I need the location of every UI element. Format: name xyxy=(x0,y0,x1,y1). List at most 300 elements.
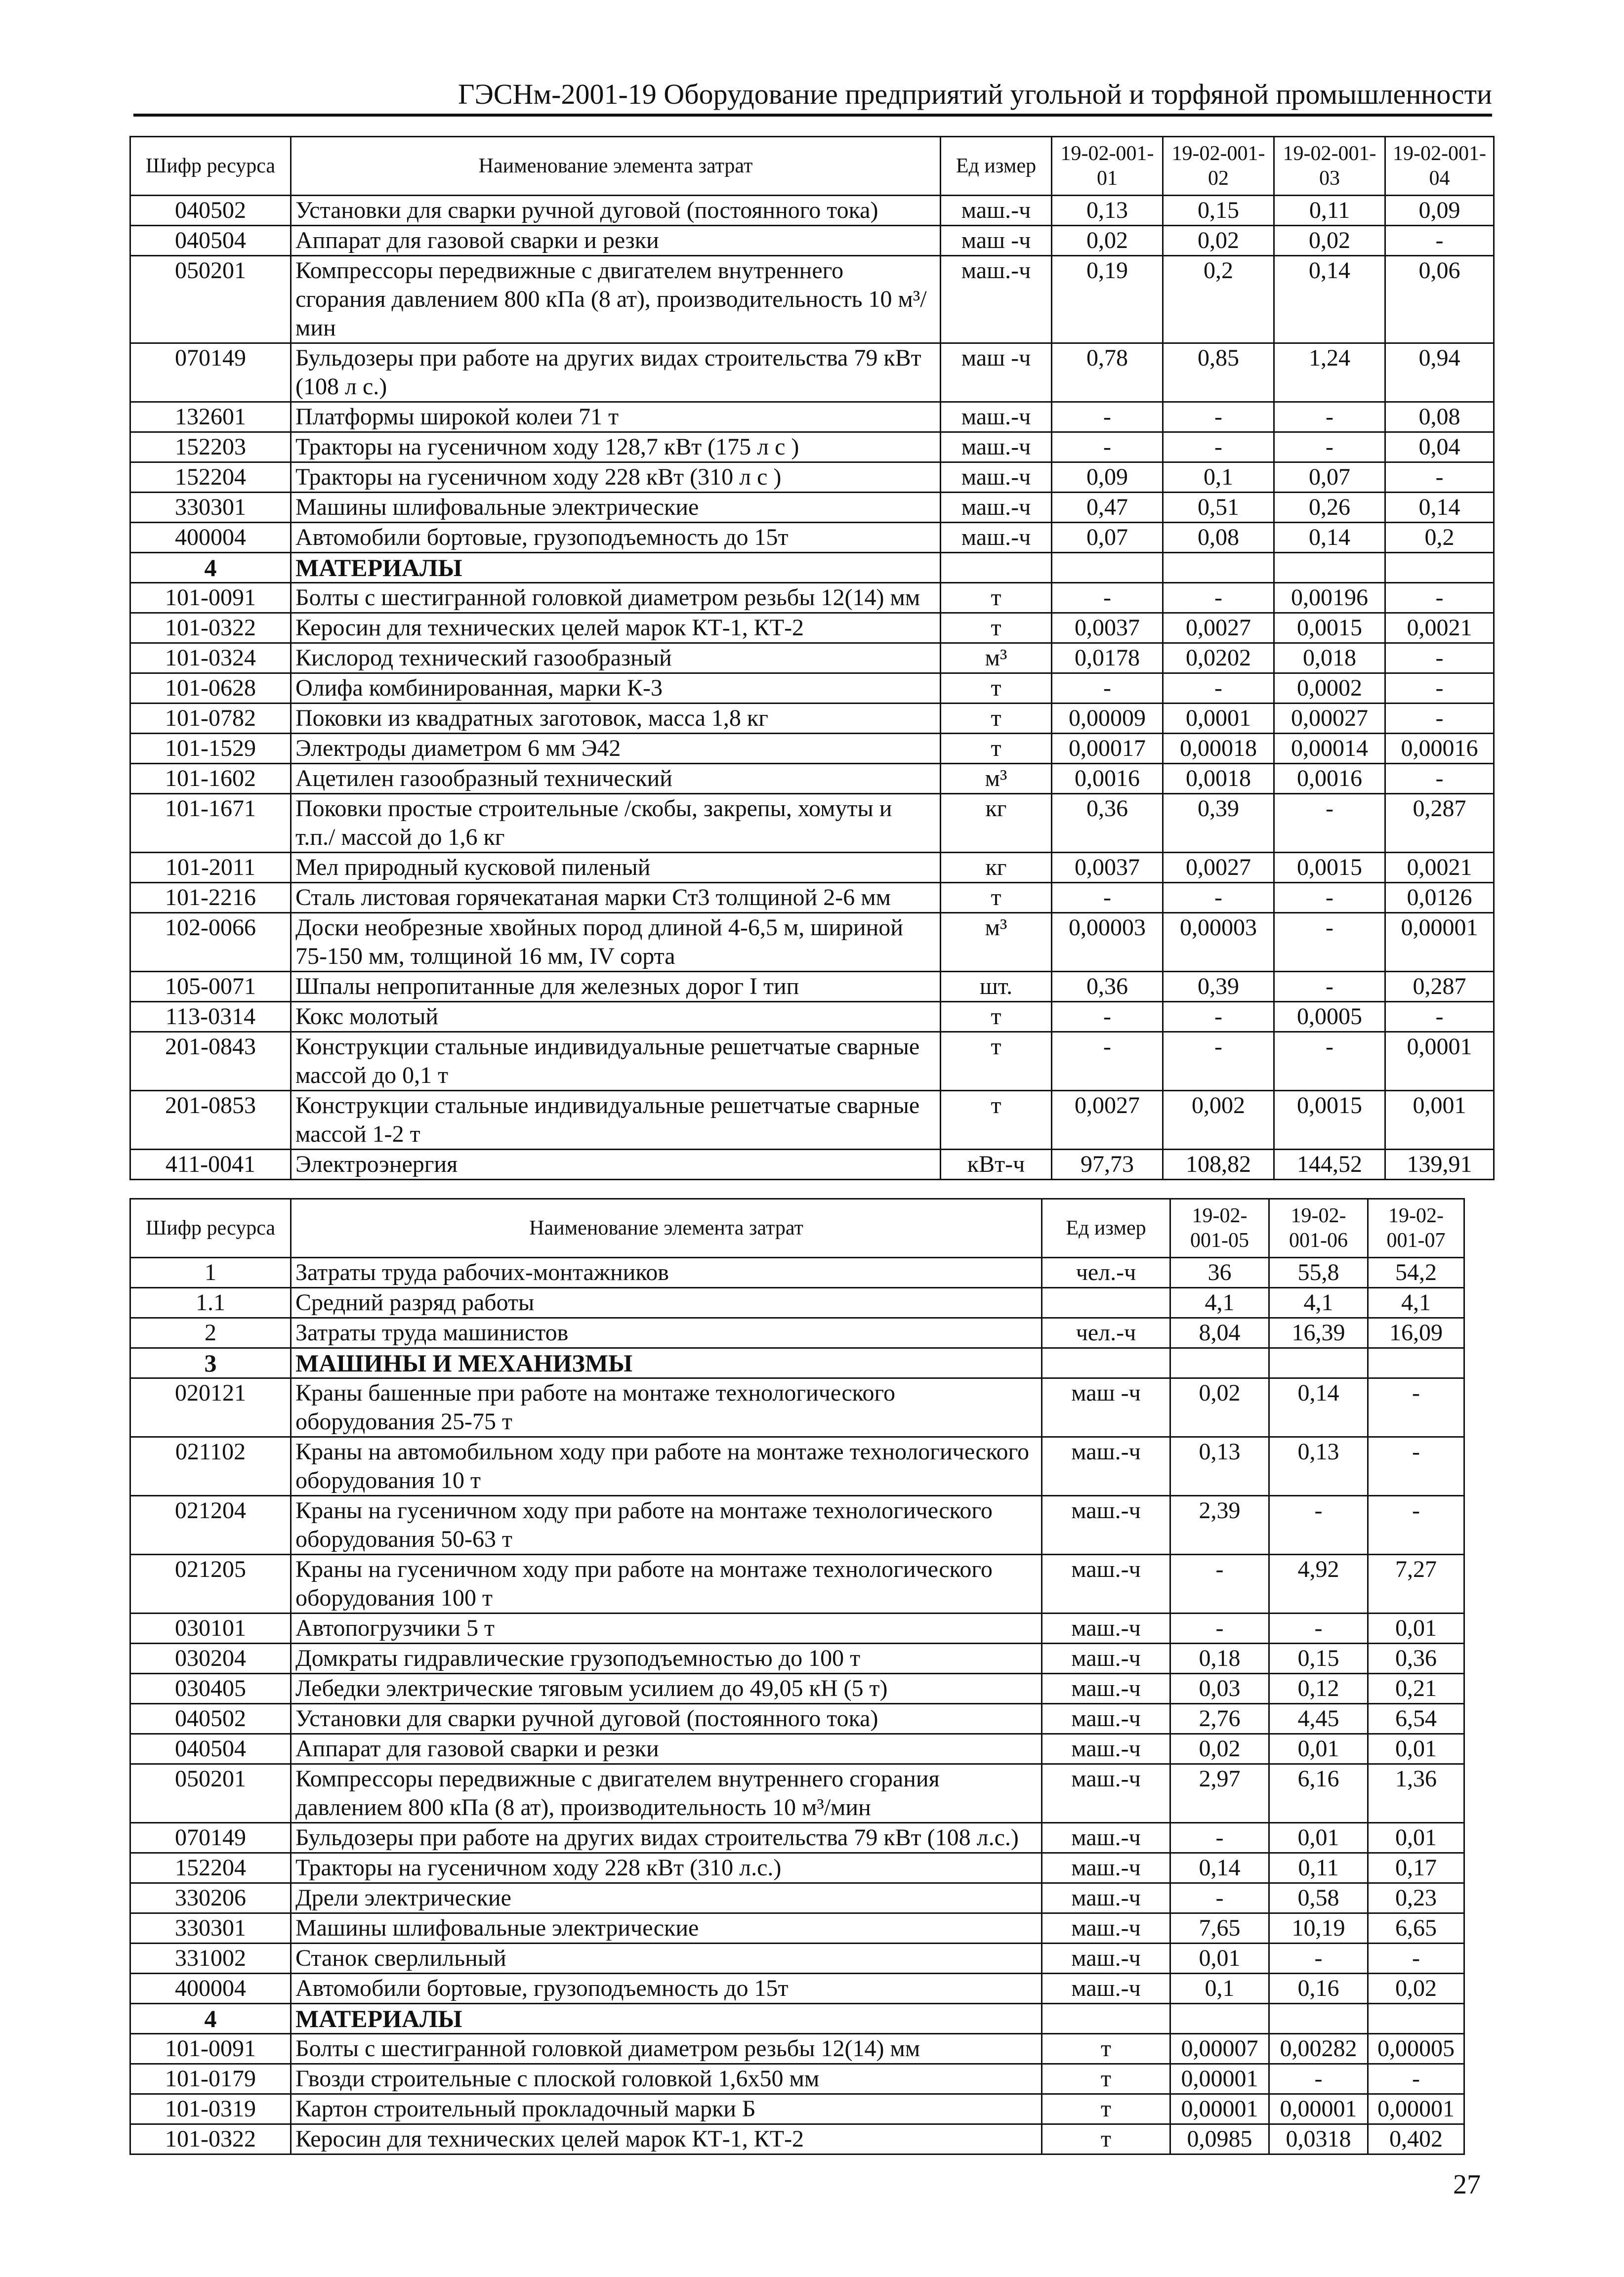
unit-cell: маш.-ч xyxy=(1042,1883,1170,1913)
unit-cell: т xyxy=(941,734,1052,764)
resource-name-cell: Поковки простые строительные /скобы, закрепы, хомуты и т.п./ массой до 1,6 кг xyxy=(291,794,941,853)
value-cell: 0,13 xyxy=(1052,196,1163,226)
resource-code-cell: 201-0853 xyxy=(130,1091,291,1150)
section-row xyxy=(130,1348,1464,1378)
unit-cell: маш.-ч xyxy=(941,196,1052,226)
value-cell: 7,65 xyxy=(1170,1913,1269,1944)
value-cell: 0,00016 xyxy=(1385,734,1494,764)
unit-cell: маш.-ч xyxy=(1042,1614,1170,1644)
table-row xyxy=(130,853,1494,883)
resource-name-cell: Кислород технический газообразный xyxy=(291,643,941,673)
value-cell: 0,0027 xyxy=(1163,853,1274,883)
resource-name-cell: Краны на гусеничном ходу при работе на монтаже технологического оборудования 100 т xyxy=(291,1555,1042,1614)
value-cell: 0,00018 xyxy=(1163,734,1274,764)
unit-cell: маш.-ч xyxy=(1042,1823,1170,1853)
value-cell: - xyxy=(1163,673,1274,704)
value-cell: - xyxy=(1052,1032,1163,1091)
value-cell: 0,07 xyxy=(1052,523,1163,553)
resource-code-cell: 400004 xyxy=(130,523,291,553)
value-cell: 0,78 xyxy=(1052,343,1163,402)
value-cell: 4,1 xyxy=(1269,1288,1368,1318)
resource-code-cell: 021102 xyxy=(130,1437,291,1496)
column-header: 19-02-001-05 xyxy=(1170,1199,1269,1258)
value-cell: 0,02 xyxy=(1368,1974,1464,2004)
resource-name-cell: Краны на гусеничном ходу при работе на монтаже технологического оборудования 50-63 т xyxy=(291,1496,1042,1555)
resource-name-cell: Тракторы на гусеничном ходу 228 кВт (310 л с ) xyxy=(291,462,941,493)
value-cell: 0,0005 xyxy=(1274,1002,1385,1032)
unit-cell: маш.-ч xyxy=(1042,1944,1170,1974)
table-row xyxy=(130,1974,1464,2004)
table-row xyxy=(130,583,1494,613)
value-cell: - xyxy=(1385,673,1494,704)
resource-code-cell: 101-1671 xyxy=(130,794,291,853)
page-header xyxy=(133,74,1492,117)
value-cell: 0,00027 xyxy=(1274,704,1385,734)
value-cell: 0,00282 xyxy=(1269,2034,1368,2064)
value-cell xyxy=(1368,1348,1464,1378)
resource-name-cell: Затраты труда машинистов xyxy=(291,1318,1042,1348)
resource-name-cell: Гвозди строительные с плоской головкой 1,6х50 мм xyxy=(291,2064,1042,2094)
resource-name-cell: МАТЕРИАЛЫ xyxy=(291,2004,1042,2034)
value-cell: - xyxy=(1052,432,1163,462)
table-row xyxy=(130,1853,1464,1883)
unit-cell: маш.-ч xyxy=(1042,1644,1170,1674)
value-cell: 0,94 xyxy=(1385,343,1494,402)
value-cell: - xyxy=(1269,2064,1368,2094)
resource-code-cell: 021204 xyxy=(130,1496,291,1555)
value-cell: 0,01 xyxy=(1170,1944,1269,1974)
value-cell: - xyxy=(1170,1883,1269,1913)
value-cell: - xyxy=(1274,432,1385,462)
table-row xyxy=(130,704,1494,734)
unit-cell: маш.-ч xyxy=(1042,1704,1170,1734)
value-cell: 0,02 xyxy=(1170,1378,1269,1437)
resource-name-cell: Машины шлифовальные электрические xyxy=(291,1913,1042,1944)
value-cell: 2,76 xyxy=(1170,1704,1269,1734)
table-row xyxy=(130,1764,1464,1823)
value-cell: 0,287 xyxy=(1385,794,1494,853)
column-header: 19-02-001-03 xyxy=(1274,137,1385,196)
page-number: 27 xyxy=(1453,2169,1481,2200)
unit-cell: кВт-ч xyxy=(941,1150,1052,1180)
table-row xyxy=(130,523,1494,553)
value-cell: 0,0027 xyxy=(1163,613,1274,643)
table-row xyxy=(130,2064,1464,2094)
value-cell: 6,16 xyxy=(1269,1764,1368,1823)
value-cell: 0,13 xyxy=(1170,1437,1269,1496)
value-cell: 0,01 xyxy=(1269,1823,1368,1853)
table-row xyxy=(130,493,1494,523)
unit-cell: маш -ч xyxy=(1042,1378,1170,1437)
table-row xyxy=(130,643,1494,673)
column-header: Шифр ресурса xyxy=(130,137,291,196)
value-cell: 0,14 xyxy=(1274,256,1385,343)
value-cell: 55,8 xyxy=(1269,1258,1368,1288)
value-cell: 0,00003 xyxy=(1052,913,1163,972)
resource-name-cell: Керосин для технических целей марок КТ-1, КТ-2 xyxy=(291,613,941,643)
value-cell: 0,17 xyxy=(1368,1853,1464,1883)
unit-cell: маш.-ч xyxy=(1042,1913,1170,1944)
value-cell: - xyxy=(1274,913,1385,972)
resource-name-cell: Бульдозеры при работе на других видах строительства 79 кВт (108 л с.) xyxy=(291,343,941,402)
value-cell: - xyxy=(1368,1378,1464,1437)
table-row xyxy=(130,1318,1464,1348)
resource-code-cell: 040504 xyxy=(130,226,291,256)
resource-code-cell: 330301 xyxy=(130,1913,291,1944)
resource-code-cell: 101-2216 xyxy=(130,883,291,913)
table-row xyxy=(130,1288,1464,1318)
resource-code-cell: 152204 xyxy=(130,1853,291,1883)
resource-code-cell: 050201 xyxy=(130,256,291,343)
value-cell: - xyxy=(1274,1032,1385,1091)
value-cell xyxy=(1170,1348,1269,1378)
resource-name-cell: Средний разряд работы xyxy=(291,1288,1042,1318)
column-header: 19-02-001-04 xyxy=(1385,137,1494,196)
value-cell: 0,00009 xyxy=(1052,704,1163,734)
resource-name-cell: Поковки из квадратных заготовок, масса 1,8 кг xyxy=(291,704,941,734)
resource-code-cell: 020121 xyxy=(130,1378,291,1437)
table-row xyxy=(130,226,1494,256)
value-cell: 16,09 xyxy=(1368,1318,1464,1348)
table-row xyxy=(130,913,1494,972)
value-cell xyxy=(1368,2004,1464,2034)
value-cell: 0,16 xyxy=(1269,1974,1368,2004)
resource-code-cell: 070149 xyxy=(130,1823,291,1853)
unit-cell xyxy=(1042,1348,1170,1378)
unit-cell xyxy=(1042,1288,1170,1318)
resource-code-cell: 330301 xyxy=(130,493,291,523)
value-cell: - xyxy=(1274,883,1385,913)
unit-cell xyxy=(1042,2004,1170,2034)
resource-name-cell: Автомобили бортовые, грузоподъемность до 15т xyxy=(291,523,941,553)
value-cell: 0,00014 xyxy=(1274,734,1385,764)
value-cell: - xyxy=(1269,1614,1368,1644)
table-row xyxy=(130,1944,1464,1974)
value-cell: 0,15 xyxy=(1163,196,1274,226)
value-cell: - xyxy=(1170,1823,1269,1853)
value-cell: - xyxy=(1385,764,1494,794)
value-cell: 0,01 xyxy=(1368,1734,1464,1764)
value-cell: 0,0021 xyxy=(1385,613,1494,643)
value-cell: 0,02 xyxy=(1274,226,1385,256)
value-cell: 0,09 xyxy=(1385,196,1494,226)
value-cell: 0,51 xyxy=(1163,493,1274,523)
table-row xyxy=(130,764,1494,794)
value-cell: 0,0178 xyxy=(1052,643,1163,673)
table-row xyxy=(130,343,1494,402)
value-cell: 0,00001 xyxy=(1269,2094,1368,2124)
value-cell: - xyxy=(1385,226,1494,256)
table-row xyxy=(130,402,1494,432)
value-cell: - xyxy=(1163,1002,1274,1032)
unit-cell: т xyxy=(941,613,1052,643)
value-cell: 0,02 xyxy=(1052,226,1163,256)
value-cell: 0,07 xyxy=(1274,462,1385,493)
unit-cell: маш.-ч xyxy=(1042,1674,1170,1704)
page-title: ГЭСНм-2001-19 Оборудование предприятий угольной и торфяной промышленности xyxy=(458,78,1492,110)
value-cell: 0,018 xyxy=(1274,643,1385,673)
table-row xyxy=(130,1032,1494,1091)
column-header: 19-02-001-07 xyxy=(1368,1199,1464,1258)
value-cell: 0,0015 xyxy=(1274,1091,1385,1150)
value-cell: 2,97 xyxy=(1170,1764,1269,1823)
unit-cell: кг xyxy=(941,853,1052,883)
value-cell: - xyxy=(1163,583,1274,613)
value-cell: 6,54 xyxy=(1368,1704,1464,1734)
resource-name-cell: Электроды диаметром 6 мм Э42 xyxy=(291,734,941,764)
value-cell: 139,91 xyxy=(1385,1150,1494,1180)
value-cell: 0,00001 xyxy=(1170,2094,1269,2124)
value-cell: 0,02 xyxy=(1170,1734,1269,1764)
resource-name-cell: Лебедки электрические тяговым усилием до 49,05 кН (5 т) xyxy=(291,1674,1042,1704)
resource-code-cell: 1 xyxy=(130,1258,291,1288)
value-cell: 0,12 xyxy=(1269,1674,1368,1704)
unit-cell: маш.-ч xyxy=(941,523,1052,553)
resource-code-cell: 040504 xyxy=(130,1734,291,1764)
resource-code-cell: 101-0091 xyxy=(130,583,291,613)
unit-cell: т xyxy=(941,583,1052,613)
value-cell xyxy=(1052,553,1163,583)
resource-code-cell: 201-0843 xyxy=(130,1032,291,1091)
unit-cell: т xyxy=(941,704,1052,734)
unit-cell: маш.-ч xyxy=(1042,1437,1170,1496)
table-row xyxy=(130,1002,1494,1032)
value-cell: 144,52 xyxy=(1274,1150,1385,1180)
value-cell: 36 xyxy=(1170,1258,1269,1288)
value-cell: 0,0001 xyxy=(1163,704,1274,734)
value-cell: - xyxy=(1385,462,1494,493)
value-cell xyxy=(1163,553,1274,583)
value-cell: 0,00001 xyxy=(1385,913,1494,972)
unit-cell: шт. xyxy=(941,972,1052,1002)
value-cell: 0,001 xyxy=(1385,1091,1494,1150)
resource-code-cell: 152203 xyxy=(130,432,291,462)
resource-name-cell: Конструкции стальные индивидуальные решетчатые сварные массой 1-2 т xyxy=(291,1091,941,1150)
resource-name-cell: Тракторы на гусеничном ходу 228 кВт (310 л.с.) xyxy=(291,1853,1042,1883)
resource-code-cell: 101-0322 xyxy=(130,613,291,643)
resource-code-cell: 152204 xyxy=(130,462,291,493)
value-cell: 0,0002 xyxy=(1274,673,1385,704)
value-cell: 0,36 xyxy=(1052,794,1163,853)
table-row xyxy=(130,1823,1464,1853)
value-cell: 0,21 xyxy=(1368,1674,1464,1704)
unit-cell: маш.-ч xyxy=(1042,1555,1170,1614)
section-row xyxy=(130,2004,1464,2034)
value-cell: 4,45 xyxy=(1269,1704,1368,1734)
value-cell: 4,92 xyxy=(1269,1555,1368,1614)
value-cell: - xyxy=(1269,1944,1368,1974)
unit-cell: маш.-ч xyxy=(1042,1496,1170,1555)
resource-code-cell: 101-1602 xyxy=(130,764,291,794)
value-cell: 10,19 xyxy=(1269,1913,1368,1944)
unit-cell: м³ xyxy=(941,913,1052,972)
value-cell: - xyxy=(1163,402,1274,432)
value-cell: 0,08 xyxy=(1385,402,1494,432)
resource-name-cell: Ацетилен газообразный технический xyxy=(291,764,941,794)
value-cell: 0,47 xyxy=(1052,493,1163,523)
table-row xyxy=(130,1674,1464,1704)
table-row xyxy=(130,462,1494,493)
resource-name-cell: Кокс молотый xyxy=(291,1002,941,1032)
value-cell: - xyxy=(1385,643,1494,673)
table-row xyxy=(130,1091,1494,1150)
unit-cell: т xyxy=(1042,2064,1170,2094)
resource-name-cell: Конструкции стальные индивидуальные решетчатые сварные массой до 0,1 т xyxy=(291,1032,941,1091)
value-cell xyxy=(1269,1348,1368,1378)
column-header: Наименование элемента затрат xyxy=(291,137,941,196)
value-cell: 0,14 xyxy=(1274,523,1385,553)
resource-code-cell: 101-0628 xyxy=(130,673,291,704)
value-cell: 0,00007 xyxy=(1170,2034,1269,2064)
value-cell: - xyxy=(1385,583,1494,613)
value-cell: - xyxy=(1052,673,1163,704)
value-cell: 0,0001 xyxy=(1385,1032,1494,1091)
column-header: Наименование элемента затрат xyxy=(291,1199,1042,1258)
table-row xyxy=(130,1496,1464,1555)
value-cell: 1,24 xyxy=(1274,343,1385,402)
table-row xyxy=(130,794,1494,853)
value-cell: 0,02 xyxy=(1163,226,1274,256)
value-cell: 0,04 xyxy=(1385,432,1494,462)
unit-cell: чел.-ч xyxy=(1042,1258,1170,1288)
table-row xyxy=(130,196,1494,226)
value-cell: 0,14 xyxy=(1385,493,1494,523)
resource-name-cell: Бульдозеры при работе на других видах строительства 79 кВт (108 л.с.) xyxy=(291,1823,1042,1853)
resource-name-cell: Доски необрезные хвойных пород длиной 4-6,5 м, шириной 75-150 мм, толщиной 16 мм, IV сорта xyxy=(291,913,941,972)
resource-table-2 xyxy=(129,1198,1465,2155)
value-cell: - xyxy=(1274,794,1385,853)
value-cell: 0,0018 xyxy=(1163,764,1274,794)
table-row xyxy=(130,1378,1464,1437)
resource-code-cell: 102-0066 xyxy=(130,913,291,972)
column-header: 19-02-001-02 xyxy=(1163,137,1274,196)
value-cell: - xyxy=(1052,402,1163,432)
value-cell: 0,13 xyxy=(1269,1437,1368,1496)
unit-cell: маш.-ч xyxy=(1042,1764,1170,1823)
value-cell: 0,39 xyxy=(1163,794,1274,853)
resource-code-cell: 101-0319 xyxy=(130,2094,291,2124)
value-cell: 0,09 xyxy=(1052,462,1163,493)
resource-name-cell: Автомобили бортовые, грузоподъемность до 15т xyxy=(291,1974,1042,2004)
value-cell: 0,15 xyxy=(1269,1644,1368,1674)
column-header: 19-02-001-06 xyxy=(1269,1199,1368,1258)
value-cell: - xyxy=(1163,432,1274,462)
resource-name-cell: Автопогрузчики 5 т xyxy=(291,1614,1042,1644)
table-row xyxy=(130,1883,1464,1913)
value-cell: 0,36 xyxy=(1368,1644,1464,1674)
value-cell: 0,0015 xyxy=(1274,613,1385,643)
unit-cell: т xyxy=(1042,2034,1170,2064)
value-cell: 0,00005 xyxy=(1368,2034,1464,2064)
table-row xyxy=(130,1614,1464,1644)
resource-name-cell: Краны на автомобильном ходу при работе на монтаже технологического оборудования 10 т xyxy=(291,1437,1042,1496)
column-header: Ед измер xyxy=(941,137,1052,196)
value-cell: 0,1 xyxy=(1163,462,1274,493)
value-cell: 0,18 xyxy=(1170,1644,1269,1674)
value-cell: 6,65 xyxy=(1368,1913,1464,1944)
value-cell: 0,2 xyxy=(1385,523,1494,553)
value-cell: 4,1 xyxy=(1368,1288,1464,1318)
value-cell xyxy=(1274,553,1385,583)
unit-cell: т xyxy=(941,1091,1052,1150)
value-cell: 0,0202 xyxy=(1163,643,1274,673)
resource-name-cell: Затраты труда рабочих-монтажников xyxy=(291,1258,1042,1288)
value-cell: 0,002 xyxy=(1163,1091,1274,1150)
resource-name-cell: Тракторы на гусеничном ходу 128,7 кВт (175 л с ) xyxy=(291,432,941,462)
column-header: Шифр ресурса xyxy=(130,1199,291,1258)
value-cell: - xyxy=(1170,1614,1269,1644)
table-row xyxy=(130,673,1494,704)
unit-cell: т xyxy=(1042,2124,1170,2154)
value-cell: - xyxy=(1052,1002,1163,1032)
resource-code-cell: 101-0322 xyxy=(130,2124,291,2154)
value-cell: 0,01 xyxy=(1368,1823,1464,1853)
value-cell: - xyxy=(1368,1437,1464,1496)
resource-code-cell: 101-0179 xyxy=(130,2064,291,2094)
table-row xyxy=(130,883,1494,913)
resource-code-cell: 040502 xyxy=(130,1704,291,1734)
value-cell: - xyxy=(1368,2064,1464,2094)
value-cell: 0,402 xyxy=(1368,2124,1464,2154)
unit-cell: маш.-ч xyxy=(941,462,1052,493)
value-cell: 2,39 xyxy=(1170,1496,1269,1555)
value-cell: 0,85 xyxy=(1163,343,1274,402)
unit-cell: м³ xyxy=(941,643,1052,673)
table-row xyxy=(130,1150,1494,1180)
value-cell: 0,0027 xyxy=(1052,1091,1163,1150)
value-cell: 0,00196 xyxy=(1274,583,1385,613)
value-cell: 0,23 xyxy=(1368,1883,1464,1913)
unit-cell: т xyxy=(941,883,1052,913)
value-cell: 0,0126 xyxy=(1385,883,1494,913)
resource-name-cell: Компрессоры передвижные с двигателем внутреннего сгорания давлением 800 кПа (8 ат), производительность 10 м³/мин xyxy=(291,256,941,343)
value-cell: 97,73 xyxy=(1052,1150,1163,1180)
resource-name-cell: МАТЕРИАЛЫ xyxy=(291,553,941,583)
value-cell: 0,36 xyxy=(1052,972,1163,1002)
unit-cell: маш.-ч xyxy=(941,493,1052,523)
value-cell: 0,14 xyxy=(1170,1853,1269,1883)
unit-cell: маш -ч xyxy=(941,343,1052,402)
unit-cell: т xyxy=(1042,2094,1170,2124)
value-cell: 0,26 xyxy=(1274,493,1385,523)
value-cell: - xyxy=(1274,402,1385,432)
resource-name-cell: Керосин для технических целей марок КТ-1, КТ-2 xyxy=(291,2124,1042,2154)
unit-cell: маш.-ч xyxy=(941,402,1052,432)
resource-name-cell: Установки для сварки ручной дуговой (постоянного тока) xyxy=(291,1704,1042,1734)
table-row xyxy=(130,1913,1464,1944)
value-cell: 16,39 xyxy=(1269,1318,1368,1348)
value-cell: - xyxy=(1368,1944,1464,1974)
table-row xyxy=(130,613,1494,643)
value-cell: 0,00017 xyxy=(1052,734,1163,764)
resource-code-cell: 070149 xyxy=(130,343,291,402)
resource-name-cell: Домкраты гидравлические грузоподъемностью до 100 т xyxy=(291,1644,1042,1674)
value-cell: 0,0016 xyxy=(1052,764,1163,794)
table-row xyxy=(130,256,1494,343)
value-cell xyxy=(1385,553,1494,583)
resource-code-cell: 132601 xyxy=(130,402,291,432)
unit-cell: маш -ч xyxy=(941,226,1052,256)
resource-name-cell: Дрели электрические xyxy=(291,1883,1042,1913)
unit-cell: кг xyxy=(941,794,1052,853)
value-cell: 54,2 xyxy=(1368,1258,1464,1288)
resource-name-cell: Установки для сварки ручной дуговой (постоянного тока) xyxy=(291,196,941,226)
resource-code-cell: 030405 xyxy=(130,1674,291,1704)
value-cell: 0,14 xyxy=(1269,1378,1368,1437)
resource-code-cell: 4 xyxy=(130,2004,291,2034)
value-cell: 0,287 xyxy=(1385,972,1494,1002)
resource-code-cell: 021205 xyxy=(130,1555,291,1614)
